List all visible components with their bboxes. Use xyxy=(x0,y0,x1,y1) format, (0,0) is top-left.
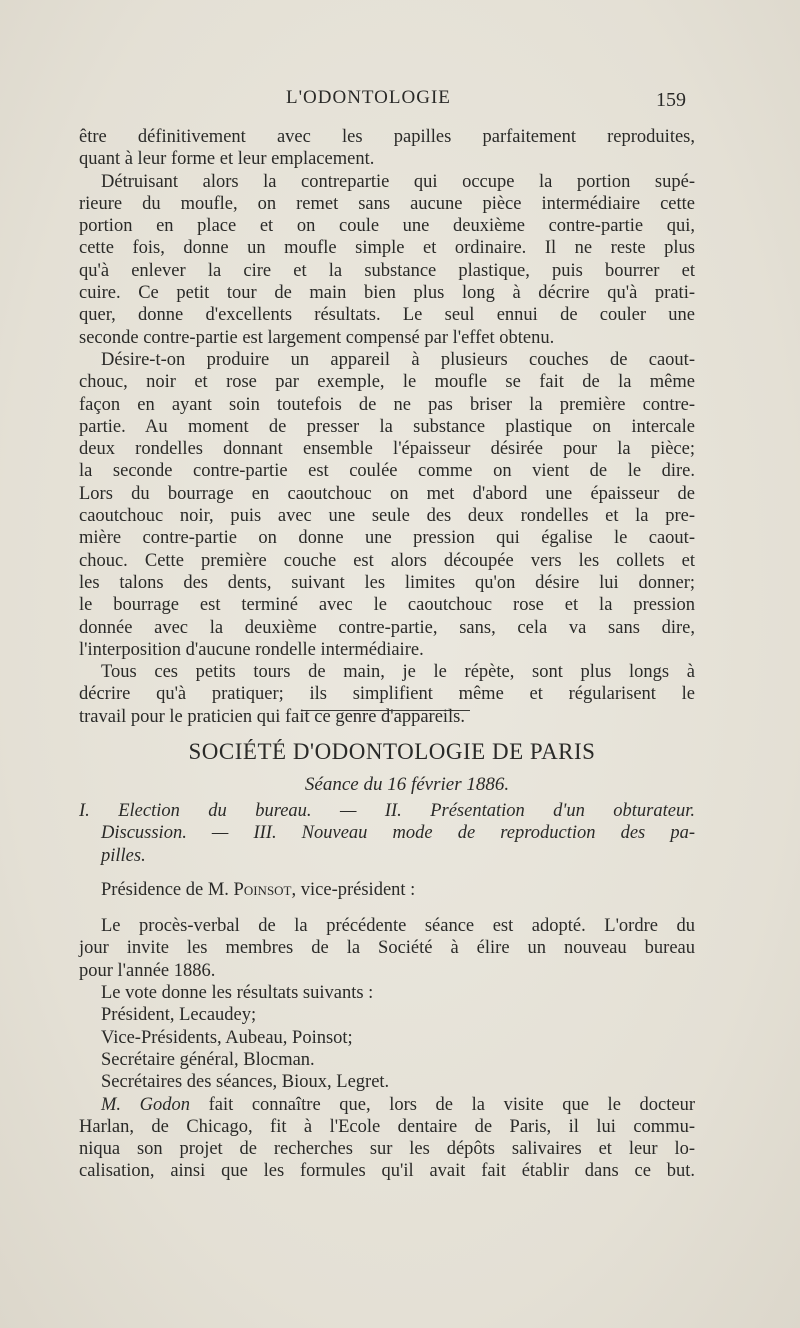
session-date: Séance du 16 février 1886. xyxy=(304,774,510,795)
minutes-line: pour l'année 1886. xyxy=(79,960,216,981)
text-line: décrire qu'à pratiquer; ils simplifient même et régularisent le xyxy=(79,684,695,705)
minutes-line: Secrétaire général, Blocman. xyxy=(101,1049,315,1070)
speaker-name: M. Godon xyxy=(101,1094,190,1115)
minutes-line: Secrétaires des séances, Bioux, Legret. xyxy=(101,1072,390,1093)
text-line: cuire. Ce petit tour de main bien plus long à décrire qu'à prati- xyxy=(79,283,695,304)
presidence-prefix: Présidence de M. xyxy=(101,879,234,900)
text-line: mière contre-partie on donne une pression qui égalise le caout- xyxy=(79,528,695,549)
text-line: Désire-t-on produire un appareil à plusieurs couches de caout- xyxy=(101,349,695,370)
agenda-line: I. Election du bureau. — II. Présentation d'un obturateur. xyxy=(79,801,695,821)
agenda-line: pilles. xyxy=(101,845,146,866)
text-line: la seconde contre-partie est coulée comme on vient de le dire. xyxy=(79,461,695,482)
running-title: L'ODONTOLOGIE xyxy=(286,87,451,108)
minutes-line xyxy=(79,1094,695,1116)
presidence-suffix: , vice-président : xyxy=(291,879,416,900)
society-section xyxy=(79,736,695,1183)
text-line: Lors du bourrage en caoutchouc on met d'abord une épaisseur de xyxy=(79,483,695,504)
minutes-line: Le vote donne les résultats suivants : xyxy=(101,983,374,1004)
section-divider xyxy=(302,710,470,711)
text-line: Tous ces petits tours de main, je le répète, sont plus longs à xyxy=(101,662,695,683)
text-line: quant à leur forme et leur emplacement. xyxy=(79,149,375,170)
speaker-text: fait connaître que, lors de la visite que le docteur xyxy=(190,1094,695,1115)
text-line: être définitivement avec les papilles parfaitement reproduites, xyxy=(79,127,695,147)
text-line: portion en place et on coule une deuxième contre-partie qui, xyxy=(79,216,695,237)
minutes-line: Le procès-verbal de la précédente séance est adopté. L'ordre du xyxy=(101,916,695,937)
text-line: cette fois, donne un moufle simple et ordinaire. Il ne reste plus xyxy=(79,238,695,259)
running-head xyxy=(0,87,800,115)
text-line: partie. Au moment de presser la substance plastique on intercale xyxy=(79,416,695,437)
text-line: rieure du moufle, on remet sans aucune pièce intermédiaire cette xyxy=(79,193,695,214)
presidence-line xyxy=(79,879,695,901)
minutes xyxy=(79,915,695,1183)
minutes-line: calisation, ainsi que les formules qu'il avait fait établir dans ce but. xyxy=(79,1161,695,1182)
minutes-line: Président, Lecaudey; xyxy=(101,1005,257,1026)
presidence-name: Poinsot xyxy=(233,879,292,900)
text-line: quer, donne d'excellents résultats. Le seul ennui de couler une xyxy=(79,305,695,326)
text-line: l'interposition d'aucune rondelle intermédiaire. xyxy=(79,639,424,660)
text-line: les talons des dents, suivant les limites qu'on désire lui donner; xyxy=(79,572,695,593)
text-line: caoutchouc noir, puis avec une seule des deux rondelles et la pre- xyxy=(79,506,695,527)
text-line: chouc. Cette première couche est alors découpée vers les collets et xyxy=(79,550,695,571)
minutes-line: Harlan, de Chicago, fit à l'Ecole dentaire de Paris, il lui commu- xyxy=(79,1116,695,1137)
text-line: le bourrage est terminé avec le caoutchouc rose et la pression xyxy=(79,595,695,616)
text-line: chouc, noir et rose par exemple, le moufle se fait de la même xyxy=(79,372,695,393)
text-line: façon en ayant soin toutefois de ne pas briser la première contre- xyxy=(79,394,695,415)
text-line: travail pour le praticien qui fait ce genre d'appareils. xyxy=(79,706,466,727)
text-line: deux rondelles donnant ensemble l'épaisseur désirée pour la pièce; xyxy=(79,439,695,460)
text-line: Détruisant alors la contrepartie qui occupe la portion supé- xyxy=(101,171,695,192)
text-line: qu'à enlever la cire et la substance plastique, puis bourrer et xyxy=(79,260,695,281)
presidence-text xyxy=(79,879,695,901)
text-line: donnée avec la deuxième contre-partie, sans, cela va sans dire, xyxy=(79,617,695,638)
minutes-line: niqua son projet de recherches sur les dépôts salivaires et leur lo- xyxy=(79,1139,695,1160)
section-title: SOCIÉTÉ D'ODONTOLOGIE DE PARIS xyxy=(188,739,596,764)
text-line: seconde contre-partie est largement compensé par l'effet obtenu. xyxy=(79,327,555,348)
agenda-line: Discussion. — III. Nouveau mode de reproduction des pa- xyxy=(101,823,695,844)
minutes-line: Vice-Présidents, Aubeau, Poinsot; xyxy=(101,1027,353,1048)
page-number: 159 xyxy=(656,89,686,111)
minutes-line: jour invite les membres de la Société à élire un nouveau bureau xyxy=(79,938,695,959)
body-text xyxy=(79,126,695,728)
agenda xyxy=(79,800,695,867)
